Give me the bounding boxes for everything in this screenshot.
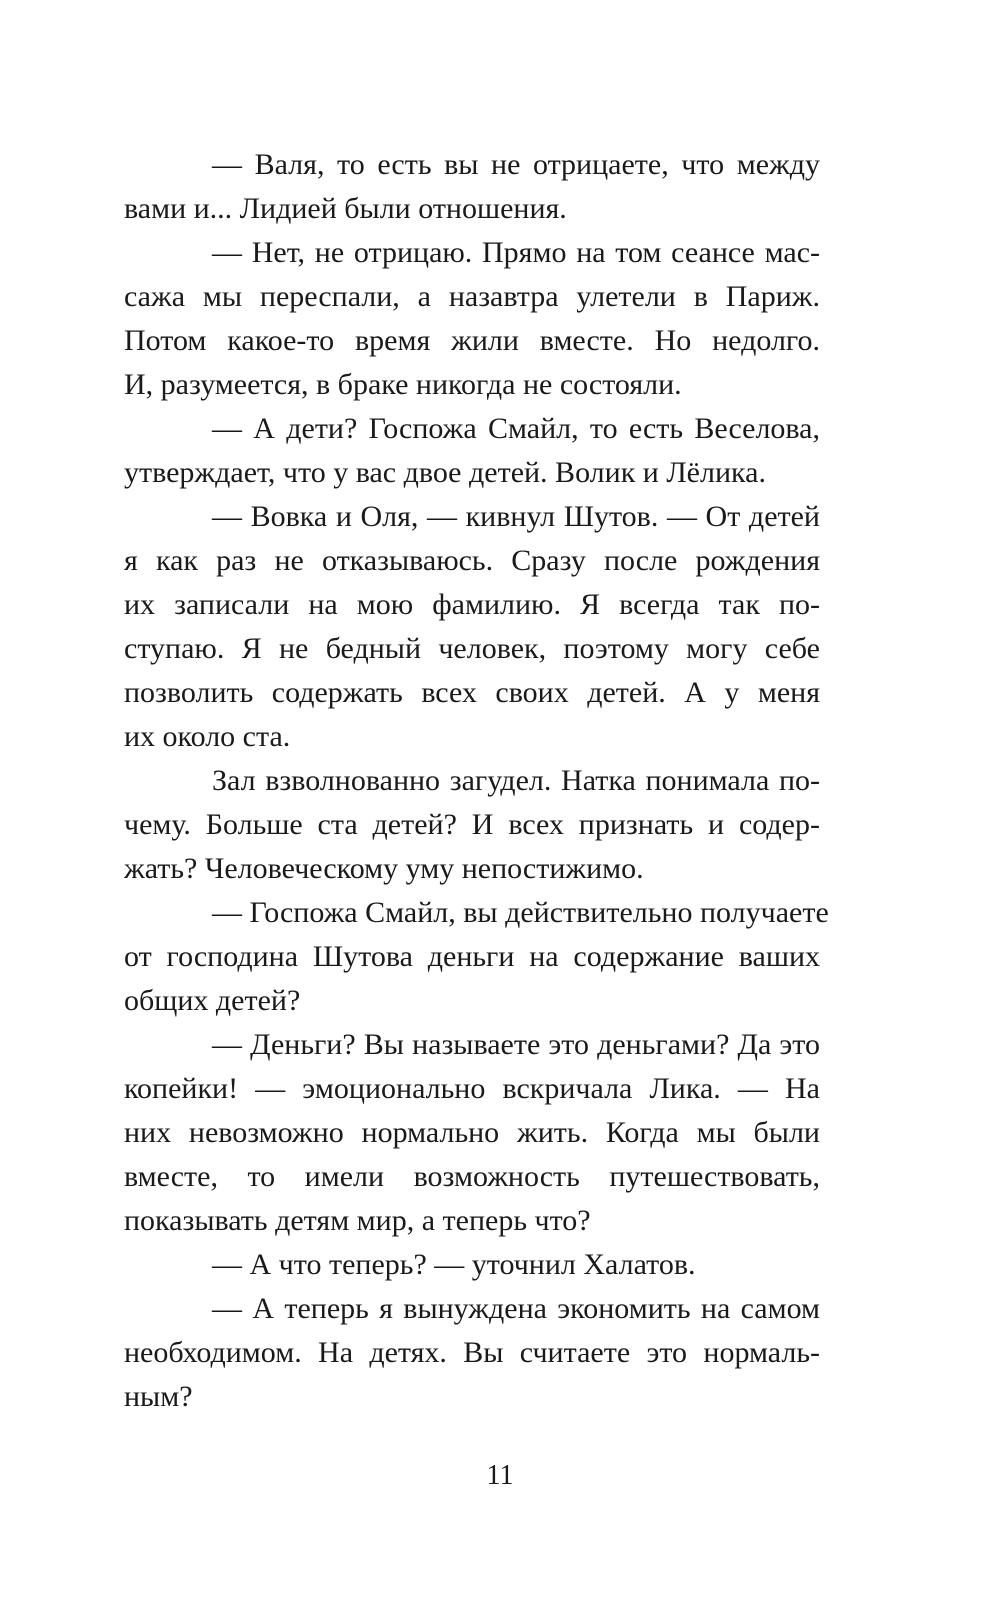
text-line: сажа мы переспали, а назавтра улетели в Париж. [124, 280, 820, 313]
text-line: — Госпожа Смайл, вы действительно получаете [212, 896, 829, 929]
text-line: жать? Человеческому уму непостижимо. [124, 852, 644, 885]
text-line: — Валя, то есть вы не отрицаете, что между [212, 148, 820, 181]
text-line: вами и... Лидией были отношения. [124, 192, 567, 225]
text-line: — А что теперь? — уточнил Халатов. [212, 1248, 696, 1281]
text-line: — А теперь я вынуждена экономить на самом [212, 1292, 820, 1325]
text-line: чему. Больше ста детей? И всех признать и содер- [124, 808, 820, 841]
text-line: И, разумеется, в браке никогда не состояли. [124, 368, 682, 401]
text-line: от господина Шутова деньги на содержание ваших [124, 940, 820, 973]
text-line: утверждает, что у вас двое детей. Волик и Лёлика. [124, 456, 766, 489]
text-line: их записали на мою фамилию. Я всегда так по- [124, 588, 820, 621]
text-line: общих детей? [124, 984, 301, 1017]
text-line: показывать детям мир, а теперь что? [124, 1204, 591, 1237]
text-line: Зал взволнованно загудел. Натка понимала по- [212, 764, 820, 797]
page-number: 11 [486, 1460, 514, 1491]
text-line: необходимом. На детях. Вы считаете это нормаль- [124, 1336, 820, 1369]
text-line: ступаю. Я не бедный человек, поэтому могу себе [124, 632, 820, 665]
text-line: — Деньги? Вы называете это деньгами? Да это [212, 1028, 820, 1061]
text-line: позволить содержать всех своих детей. А у меня [124, 676, 820, 709]
text-line: их около ста. [124, 720, 291, 753]
text-line: я как раз не отказываюсь. Сразу после рождения [124, 544, 820, 577]
text-line: — Нет, не отрицаю. Прямо на том сеансе мас- [212, 236, 820, 269]
body-text [124, 143, 829, 1419]
text-line: вместе, то имели возможность путешествовать, [124, 1160, 820, 1193]
text-line: Потом какое-то время жили вместе. Но недолго. [124, 324, 820, 357]
text-line: них невозможно нормально жить. Когда мы были [124, 1116, 820, 1149]
text-line: копейки! — эмоционально вскричала Лика. — На [124, 1072, 820, 1105]
text-line: — Вовка и Оля, — кивнул Шутов. — От детей [212, 500, 820, 533]
text-line: — А дети? Госпожа Смайл, то есть Веселова, [212, 412, 820, 445]
text-line: ным? [124, 1380, 193, 1413]
